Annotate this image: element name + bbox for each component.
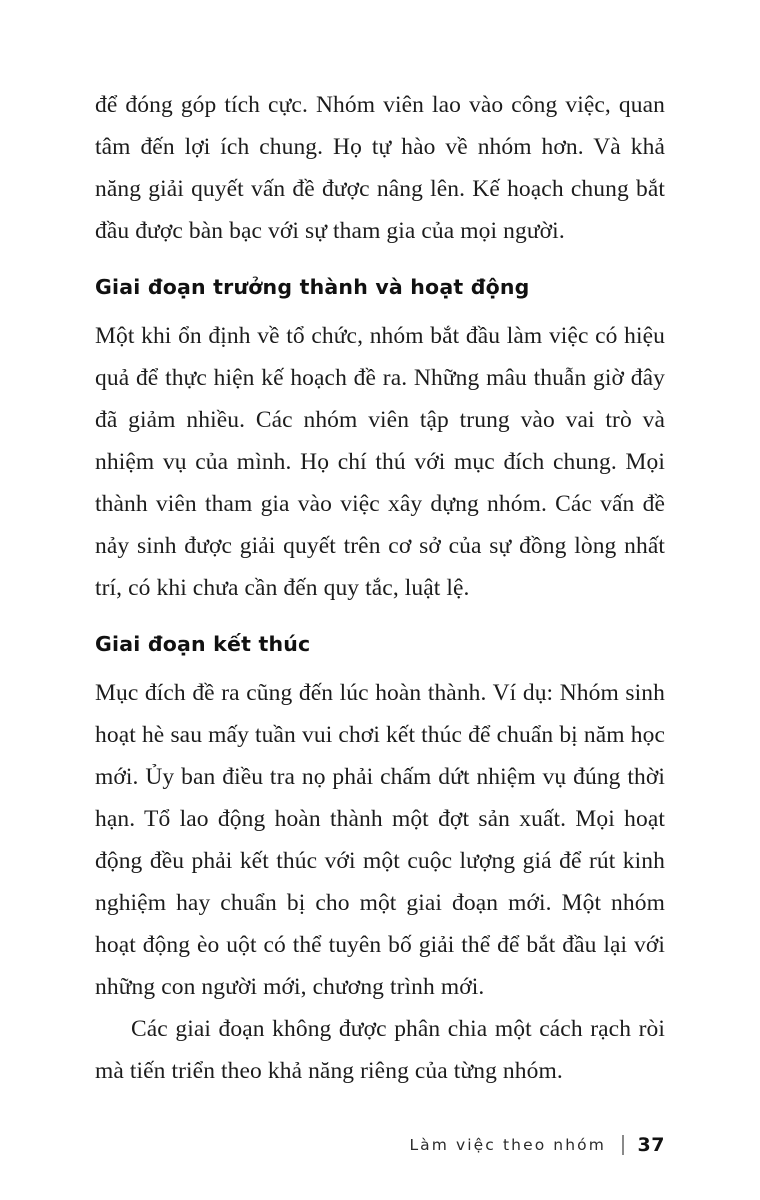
section-heading-ending: Giai đoạn kết thúc: [95, 632, 311, 656]
page-number: 37: [637, 1134, 665, 1156]
section-heading-1-block: [95, 272, 665, 302]
page-footer: [95, 1134, 665, 1156]
section-heading-2-block: [95, 629, 665, 659]
paragraph-intro: để đóng góp tích cực. Nhóm viên lao vào công việc, quan tâm đến lợi ích chung. Họ tự hào về nhóm hơn. Và khả năng giải quyết vấn đề được nâng lên. Kế hoạch chung bắt đầu được bàn bạc với sự tham gia của mọi người.: [95, 92, 665, 244]
section-heading-maturity: Giai đoạn trưởng thành và hoạt động: [95, 275, 530, 299]
running-title: Làm việc theo nhóm: [409, 1136, 606, 1154]
page-content: [95, 84, 665, 1092]
paragraph-closing: Các giai đoạn không được phân chia một cách rạch ròi mà tiến triển theo khả năng riêng của từng nhóm.: [95, 1016, 665, 1084]
footer-divider: [622, 1135, 624, 1155]
paragraph-maturity: Một khi ổn định về tổ chức, nhóm bắt đầu làm việc có hiệu quả để thực hiện kế hoạch đề ra. Những mâu thuẫn giờ đây đã giảm nhiều. Các nhóm viên tập trung vào vai trò và nhiệm vụ của mình. Họ chí thú với mục đích chung. Mọi thành viên tham gia vào việc xây dựng nhóm. Các vấn đề nảy sinh được giải quyết trên cơ sở của sự đồng lòng nhất trí, có khi chưa cần đến quy tắc, luật lệ.: [95, 323, 665, 601]
paragraph-ending: Mục đích đề ra cũng đến lúc hoàn thành. Ví dụ: Nhóm sinh hoạt hè sau mấy tuần vui chơi kết thúc để chuẩn bị năm học mới. Ủy ban điều tra nọ phải chấm dứt nhiệm vụ đúng thời hạn. Tổ lao động hoàn thành một đợt sản xuất. Mọi hoạt động đều phải kết thúc với một cuộc lượng giá để rút kinh nghiệm hay chuẩn bị cho một giai đoạn mới. Một nhóm hoạt động èo uột có thể tuyên bố giải thể để bắt đầu lại với những con người mới, chương trình mới.: [95, 680, 665, 1000]
